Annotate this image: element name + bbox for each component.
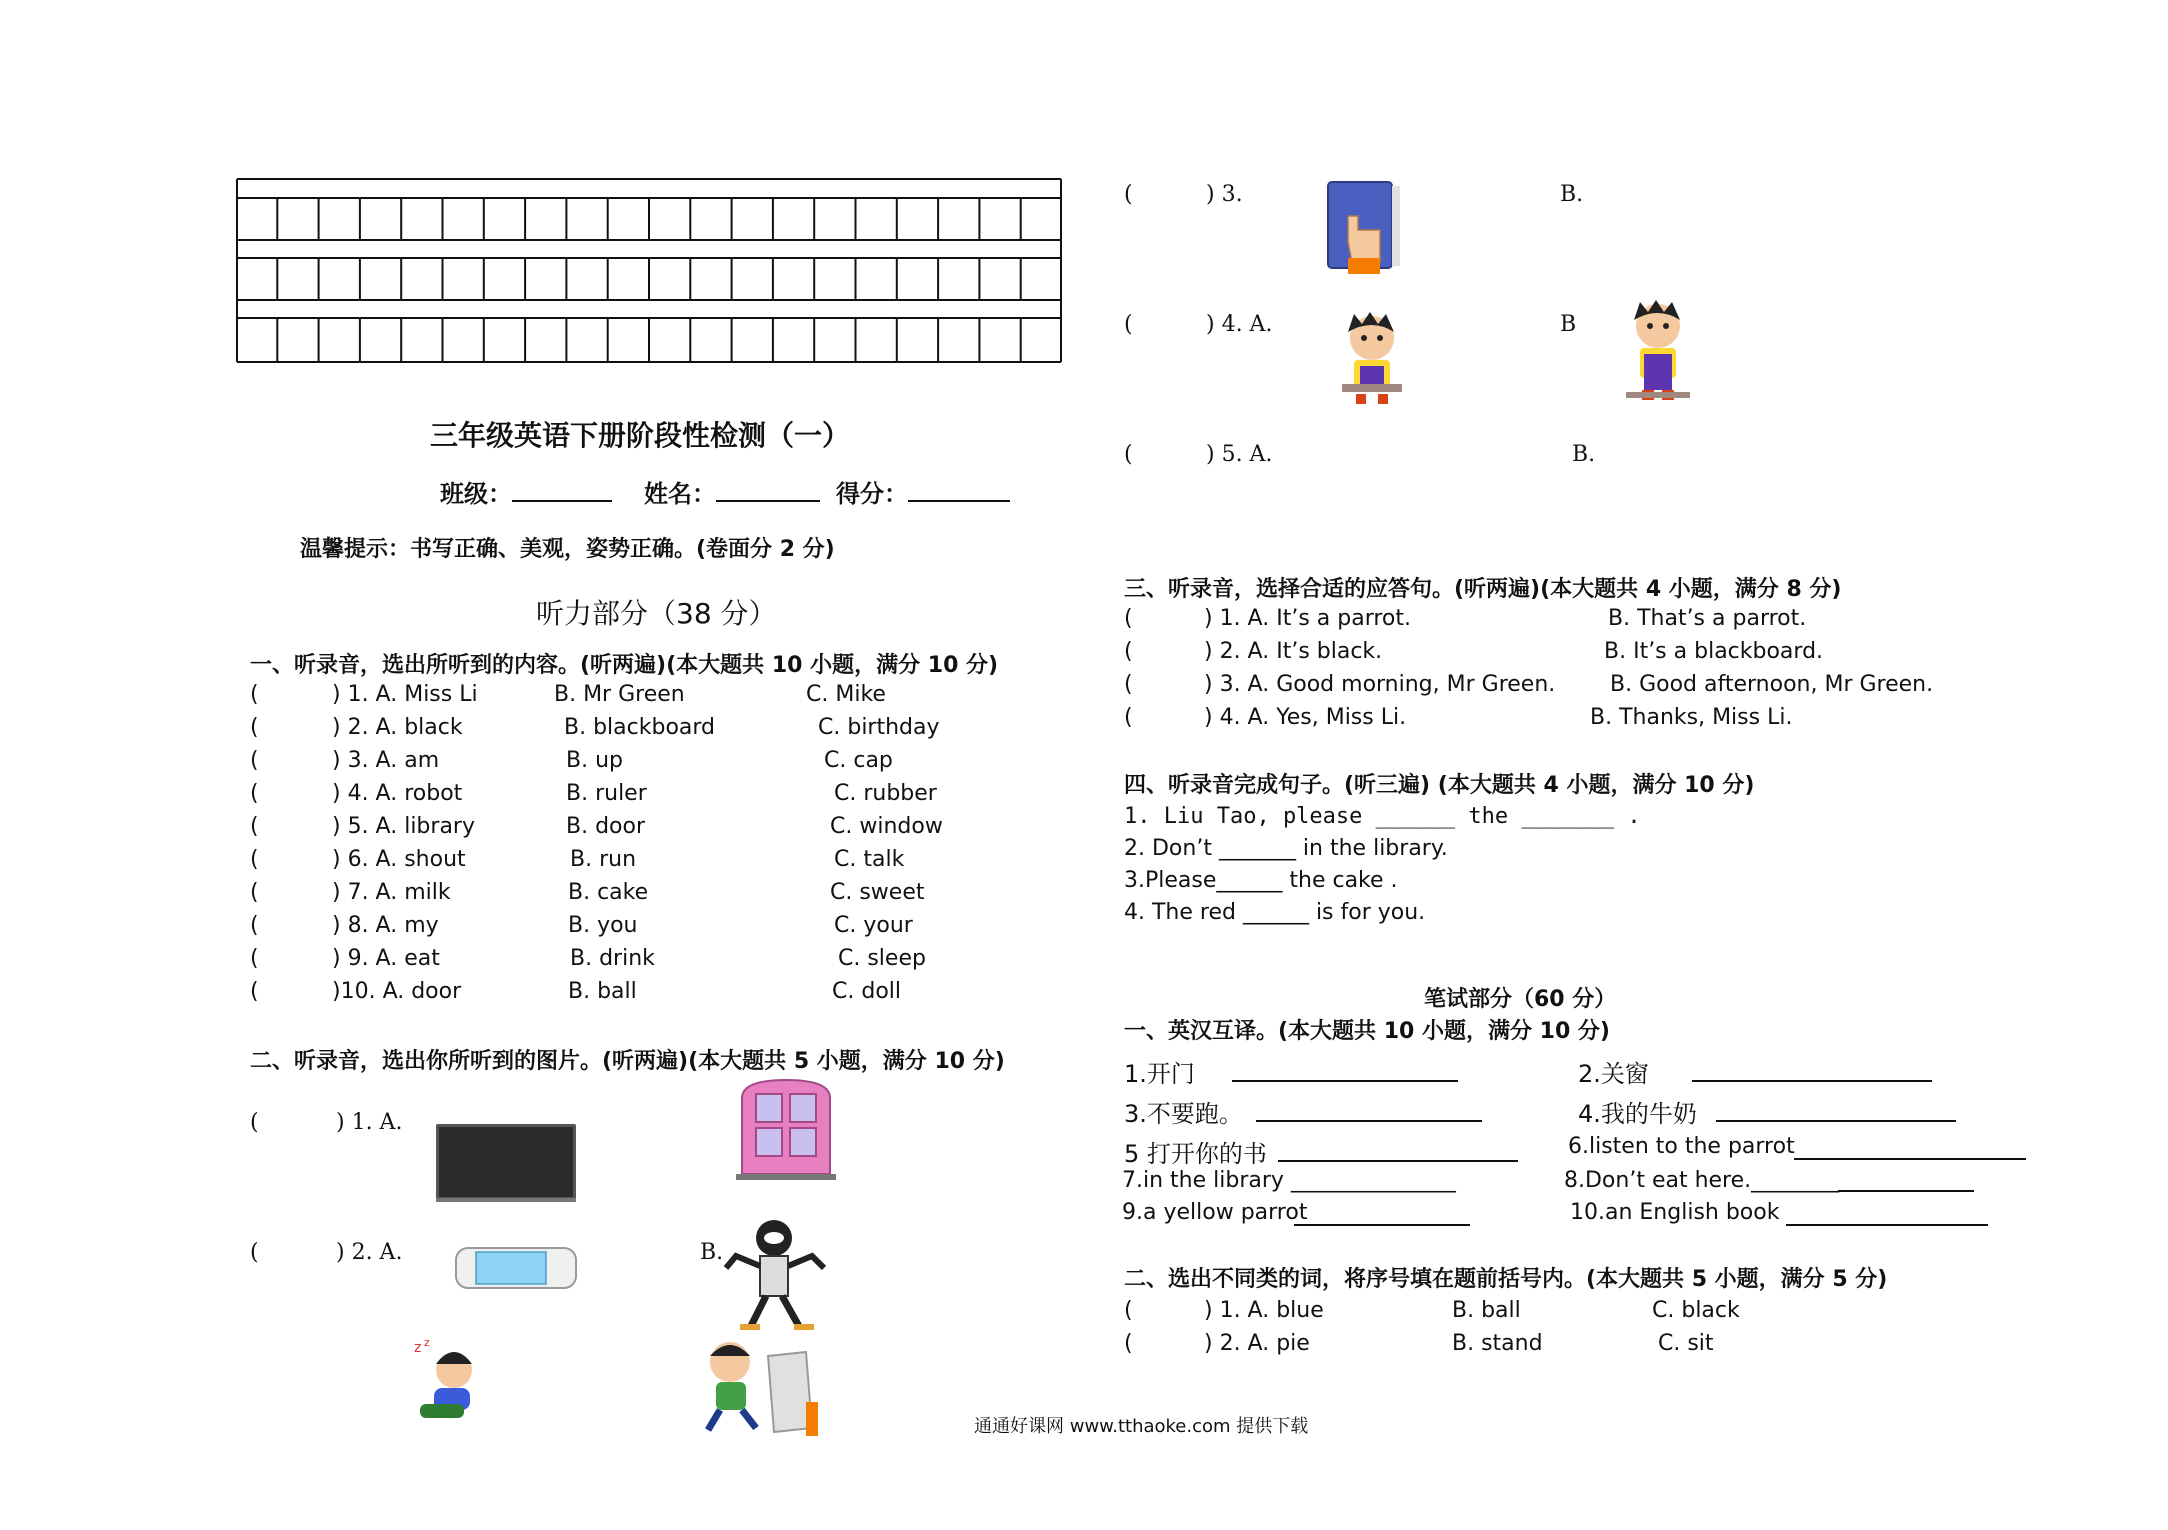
- answer-bracket[interactable]: (: [1124, 639, 1133, 664]
- page-title: 三年级英语下册阶段性检测（一）: [430, 419, 851, 452]
- answer-bracket[interactable]: (: [250, 847, 259, 872]
- answer-bracket[interactable]: (: [250, 880, 259, 905]
- s2-q2-label: ) 2. A.: [336, 1240, 403, 1265]
- question: )10. A. door: [332, 979, 462, 1004]
- option-b: B. up: [566, 748, 623, 773]
- translate-item-7: 7.in the library _______________: [1122, 1168, 1456, 1193]
- option-c: C. your: [834, 913, 913, 938]
- rubber-image[interactable]: [454, 1242, 580, 1292]
- score-field: [836, 474, 1010, 509]
- answer-bracket[interactable]: (: [250, 913, 259, 938]
- listening-s2-title: 二、听录音，选出你所听到的图片。(听两遍)(本大题共 5 小题，满分 10 分): [250, 1049, 1005, 1074]
- answer-bracket[interactable]: (: [1124, 442, 1133, 467]
- answer-bracket[interactable]: (: [1124, 182, 1133, 207]
- option-c: C. sit: [1658, 1331, 1714, 1356]
- question: ) 2. A. black: [332, 715, 463, 740]
- option-c: C. doll: [832, 979, 901, 1004]
- option-b: B. blackboard: [564, 715, 716, 740]
- option-b: B. stand: [1452, 1331, 1543, 1356]
- s4-line-3: 3.Please______ the cake .: [1124, 868, 1398, 893]
- translate-blank-3[interactable]: [1256, 1120, 1482, 1122]
- name-field: [644, 474, 820, 509]
- answer-bracket[interactable]: (: [1124, 1331, 1133, 1356]
- s2-q3-b-label: B.: [1560, 182, 1584, 207]
- answer-bracket[interactable]: (: [1124, 705, 1133, 730]
- s2-q1-label: ) 1. A.: [336, 1110, 403, 1135]
- question: ) 7. A. milk: [332, 880, 451, 905]
- answer-bracket[interactable]: (: [250, 682, 259, 707]
- s2-q4-b-label: B: [1560, 312, 1577, 337]
- answer-bracket[interactable]: (: [250, 781, 259, 806]
- option-c: C. cap: [824, 748, 893, 773]
- s2-q5-b-label: B.: [1572, 442, 1596, 467]
- option-b: B. That’s a parrot.: [1608, 606, 1807, 631]
- answer-bracket[interactable]: (: [1124, 312, 1133, 337]
- option-b: B. drink: [570, 946, 655, 971]
- answer-bracket[interactable]: (: [250, 748, 259, 773]
- tip-text: 温馨提示：书写正确、美观，姿势正确。(卷面分 2 分): [300, 537, 835, 562]
- writing-title: 笔试部分（60 分）: [1424, 987, 1617, 1012]
- question: ) 5. A. library: [332, 814, 475, 839]
- option-a: ) 1. A. blue: [1204, 1298, 1324, 1323]
- translate-blank-6[interactable]: [1794, 1158, 2026, 1160]
- answer-bracket[interactable]: (: [250, 1240, 259, 1265]
- option-a: ) 2. A. It’s black.: [1204, 639, 1383, 664]
- option-b: B. Thanks, Miss Li.: [1590, 705, 1793, 730]
- class-label: 班级：: [440, 480, 512, 508]
- option-a: ) 4. A. Yes, Miss Li.: [1204, 705, 1407, 730]
- svg-text:z: z: [424, 1336, 430, 1349]
- running-boy-image[interactable]: [694, 1332, 836, 1448]
- answer-bracket[interactable]: (: [250, 1110, 259, 1135]
- option-b: B. ruler: [566, 781, 647, 806]
- option-c: C. sleep: [838, 946, 926, 971]
- footer-text: 通通好课网 www.tthaoke.com 提供下载: [974, 1416, 1309, 1437]
- translate-item-3: 3.不要跑。: [1124, 1100, 1243, 1128]
- sleeping-boy-image[interactable]: [408, 1334, 492, 1430]
- option-c: C. birthday: [818, 715, 940, 740]
- s2-q4-label: ) 4. A.: [1206, 312, 1273, 337]
- score-blank[interactable]: [908, 500, 1010, 502]
- question: ) 8. A. my: [332, 913, 439, 938]
- translate-item-1: 1.开门: [1124, 1060, 1195, 1088]
- score-label: 得分：: [836, 480, 908, 508]
- answer-bracket[interactable]: (: [1124, 1298, 1133, 1323]
- svg-text:z: z: [414, 1340, 422, 1356]
- boy-a-image[interactable]: [1334, 308, 1410, 406]
- listening-s4-title: 四、听录音完成句子。(听三遍) (本大题共 4 小题，满分 10 分): [1124, 773, 1755, 798]
- writing-s1-title: 一、英汉互译。(本大题共 10 小题，满分 10 分): [1124, 1019, 1610, 1044]
- option-b: B. Good afternoon, Mr Green.: [1610, 672, 1934, 697]
- translate-item-2: 2.关窗: [1578, 1060, 1649, 1088]
- option-b: B. Mr Green: [554, 682, 685, 707]
- option-b: B. ball: [568, 979, 637, 1004]
- class-field: [440, 474, 612, 509]
- answer-bracket[interactable]: (: [1124, 672, 1133, 697]
- option-b: B. ball: [1452, 1298, 1521, 1323]
- translate-blank-2[interactable]: [1692, 1080, 1932, 1082]
- option-b: B. run: [570, 847, 637, 872]
- answer-bracket[interactable]: (: [250, 715, 259, 740]
- translate-item-9: 9.a yellow parrot: [1122, 1200, 1308, 1225]
- book-image[interactable]: [1322, 178, 1406, 278]
- robot-image[interactable]: [716, 1216, 832, 1334]
- answer-bracket[interactable]: (: [250, 814, 259, 839]
- translate-item-4: 4.我的牛奶: [1578, 1100, 1697, 1128]
- translate-blank-10[interactable]: [1786, 1224, 1988, 1226]
- s2-q3-label: ) 3.: [1206, 182, 1243, 207]
- listening-s3-title: 三、听录音，选择合适的应答句。(听两遍)(本大题共 4 小题，满分 8 分): [1124, 577, 1842, 602]
- option-b: B. It’s a blackboard.: [1604, 639, 1824, 664]
- writing-grid: [236, 178, 1062, 364]
- answer-bracket[interactable]: (: [250, 979, 259, 1004]
- name-label: 姓名：: [644, 480, 716, 508]
- boy-b-image[interactable]: [1620, 296, 1696, 404]
- question: ) 3. A. am: [332, 748, 440, 773]
- s4-line-4: 4. The red ______ is for you.: [1124, 900, 1426, 925]
- option-c: C. black: [1652, 1298, 1740, 1323]
- listening-s1-title: 一、听录音，选出所听到的内容。(听两遍)(本大题共 10 小题，满分 10 分): [250, 653, 999, 678]
- option-a: ) 3. A. Good morning, Mr Green.: [1204, 672, 1556, 697]
- s2-q5-label: ) 5. A.: [1206, 442, 1273, 467]
- door-image[interactable]: [732, 1078, 840, 1182]
- answer-bracket[interactable]: (: [250, 946, 259, 971]
- option-a: ) 1. A. It’s a parrot.: [1204, 606, 1411, 631]
- option-c: C. talk: [834, 847, 905, 872]
- blackboard-image[interactable]: [436, 1124, 576, 1202]
- answer-bracket[interactable]: (: [1124, 606, 1133, 631]
- translate-item-5: 5 打开你的书: [1124, 1140, 1267, 1168]
- translate-item-6: 6.listen to the parrot: [1568, 1134, 1795, 1159]
- s4-line-1: 1. Liu Tao, please ______ the _______ .: [1124, 804, 1641, 829]
- class-blank[interactable]: [512, 500, 612, 502]
- option-b: B. door: [566, 814, 646, 839]
- question: ) 6. A. shout: [332, 847, 466, 872]
- option-b: B. you: [568, 913, 638, 938]
- option-b: B. cake: [568, 880, 649, 905]
- listening-title: 听力部分（38 分）: [536, 597, 777, 630]
- translate-item-8: 8.Don’t eat here.________: [1564, 1168, 1840, 1193]
- option-a: ) 2. A. pie: [1204, 1331, 1310, 1356]
- translate-blank-4[interactable]: [1716, 1120, 1956, 1122]
- translate-blank-8[interactable]: [1838, 1190, 1974, 1192]
- option-c: C. rubber: [834, 781, 937, 806]
- translate-blank-9[interactable]: [1294, 1224, 1470, 1226]
- question: ) 1. A. Miss Li: [332, 682, 478, 707]
- option-c: C. Mike: [806, 682, 886, 707]
- translate-blank-1[interactable]: [1232, 1080, 1458, 1082]
- name-blank[interactable]: [716, 500, 820, 502]
- question: ) 9. A. eat: [332, 946, 440, 971]
- s4-line-2: 2. Don’t _______ in the library.: [1124, 836, 1448, 861]
- question: ) 4. A. robot: [332, 781, 463, 806]
- translate-item-10: 10.an English book: [1570, 1200, 1780, 1225]
- writing-s2-title: 二、选出不同类的词，将序号填在题前括号内。(本大题共 5 小题，满分 5 分): [1124, 1267, 1888, 1292]
- translate-blank-5[interactable]: [1278, 1160, 1518, 1162]
- s2-q2-b-label: B.: [700, 1240, 724, 1265]
- option-c: C. sweet: [830, 880, 925, 905]
- option-c: C. window: [830, 814, 943, 839]
